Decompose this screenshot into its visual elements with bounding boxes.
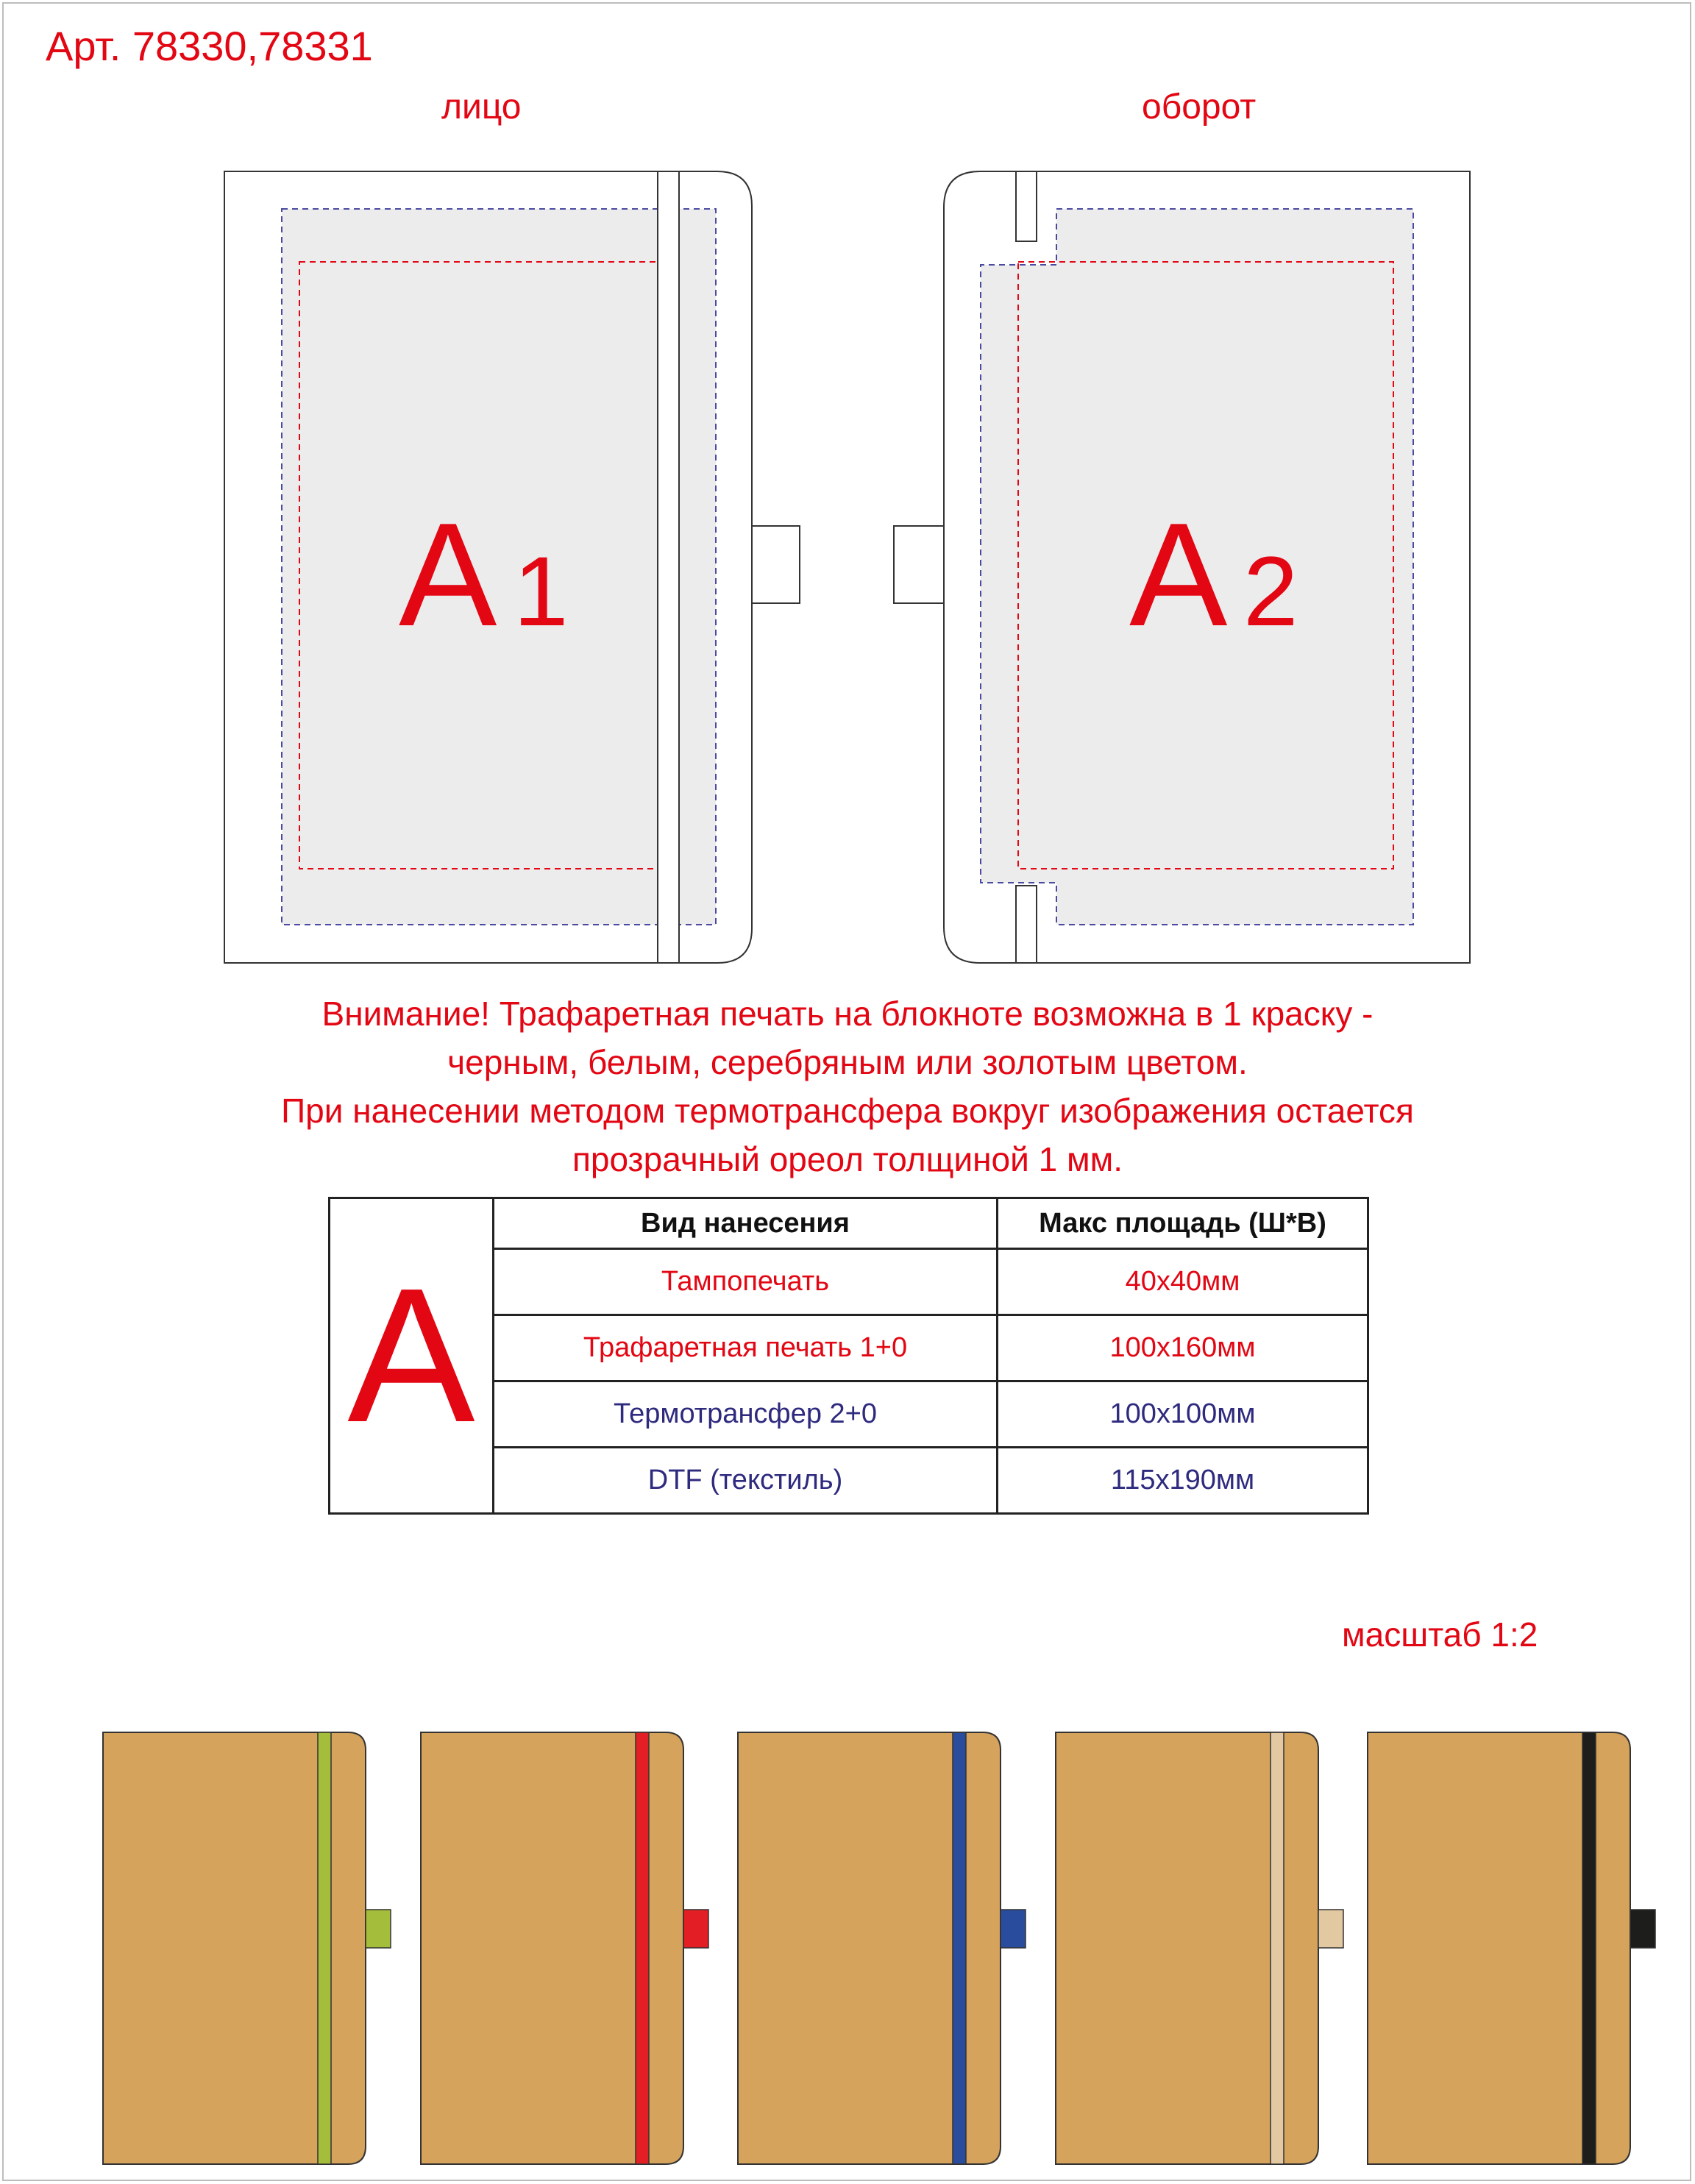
notice-line: При нанесении методом термотрансфера вокруг изображения остается — [281, 1092, 1414, 1130]
pen-loop — [683, 1910, 708, 1948]
elastic-band — [1582, 1732, 1596, 2164]
notebook-variant-red — [421, 1732, 708, 2164]
method-cell: Термотрансфер 2+0 — [494, 1381, 998, 1448]
pen-loop — [1001, 1910, 1026, 1948]
size-cell: 100x160мм — [998, 1315, 1368, 1381]
notice-line: Внимание! Трафаретная печать на блокноте возможна в 1 краску - — [321, 995, 1374, 1033]
front-zone-letter: A — [399, 493, 497, 657]
notebook-variant-blue — [738, 1732, 1026, 2164]
table-zone-letter: A — [330, 1198, 494, 1514]
elastic-band — [636, 1732, 649, 2164]
size-cell: 115x190мм — [998, 1448, 1368, 1514]
back-view-label: оборот — [1142, 88, 1257, 127]
notebook-variant-green — [103, 1732, 391, 2164]
front-zone-index: 1 — [514, 537, 569, 647]
scale-label: масштаб 1:2 — [1342, 1615, 1538, 1654]
method-cell: DTF (текстиль) — [494, 1448, 998, 1514]
size-cell: 100x100мм — [998, 1381, 1368, 1448]
elastic-band — [1271, 1732, 1284, 2164]
notice-line: черным, белым, серебряным или золотым цветом. — [447, 1043, 1248, 1081]
size-cell: 40x40мм — [998, 1249, 1368, 1315]
header-method: Вид нанесения — [494, 1198, 998, 1249]
back-zone-letter: A — [1129, 493, 1228, 657]
notebook-variant-black — [1368, 1732, 1655, 2164]
notice-line: прозрачный ореол толщиной 1 мм. — [572, 1140, 1123, 1178]
article-number: Арт. 78330,78331 — [46, 23, 373, 69]
method-cell: Трафаретная печать 1+0 — [494, 1315, 998, 1381]
back-zone-index: 2 — [1243, 537, 1298, 647]
notebook-variant-beige — [1056, 1732, 1343, 2164]
pen-loop — [1630, 1910, 1655, 1948]
header-max-area: Макс площадь (Ш*В) — [998, 1198, 1368, 1249]
method-cell: Тампопечать — [494, 1249, 998, 1315]
pen-loop — [366, 1910, 391, 1948]
pen-loop — [1318, 1910, 1343, 1948]
elastic-band — [318, 1732, 331, 2164]
front-view-label: лицо — [441, 88, 522, 127]
elastic-band — [953, 1732, 966, 2164]
